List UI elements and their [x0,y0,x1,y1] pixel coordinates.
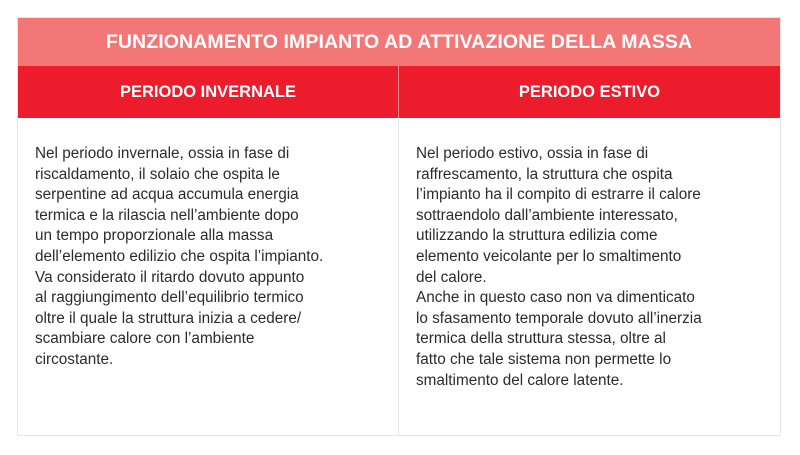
header-summer-period: PERIODO ESTIVO [518,82,661,101]
text-line: del calore. [416,268,487,286]
comparison-table [17,17,781,436]
text-line: dell’elemento edilizio che ospita l’impianto. [35,247,324,265]
text-line: circostante. [35,350,114,368]
text-line: al raggiungimento dell’equilibrio termico [35,289,304,307]
summer-description [399,118,780,435]
text-line: elemento veicolante per lo smaltimento [416,247,682,265]
text-line: termica e la rilascia nell’ambiente dopo [35,206,299,224]
text-line: l’impianto ha il compito di estrarre il calore [416,186,701,204]
body-row [18,118,780,435]
text-line: fatto che tale sistema non permette lo [416,350,672,368]
text-line: lo sfasamento temporale dovuto all’inerzia [416,309,702,327]
text-line: scambiare calore con l’ambiente [35,330,255,348]
text-line: serpentine ad acqua accumula energia [35,186,299,204]
table-title: FUNZIONAMENTO IMPIANTO AD ATTIVAZIONE DELLA MASSA [18,18,780,66]
text-line: Nel periodo estivo, ossia in fase di [416,145,649,162]
text-line: smaltimento del calore latente. [416,371,624,389]
header-row [18,66,780,118]
header-winter-period: PERIODO INVERNALE [18,66,399,118]
text-line: un tempo proporzionale alla massa [35,227,274,245]
text-line: raffrescamento, la struttura che ospita [416,165,673,183]
text-line: oltre il quale la struttura inizia a cedere/ [35,309,302,327]
text-line: Va considerato il ritardo dovuto appunto [35,268,305,286]
text-line: Nel periodo invernale, ossia in fase di [35,145,290,162]
text-line: Anche in questo caso non va dimenticato [416,289,695,307]
text-line: termica della struttura stessa, oltre al [416,330,666,348]
winter-description [18,118,399,435]
text-line: riscaldamento, il solaio che ospita le [35,165,280,183]
text-line: utilizzando la struttura edilizia come [416,227,658,245]
text-line: sottraendolo dall’ambiente interessato, [416,206,678,224]
